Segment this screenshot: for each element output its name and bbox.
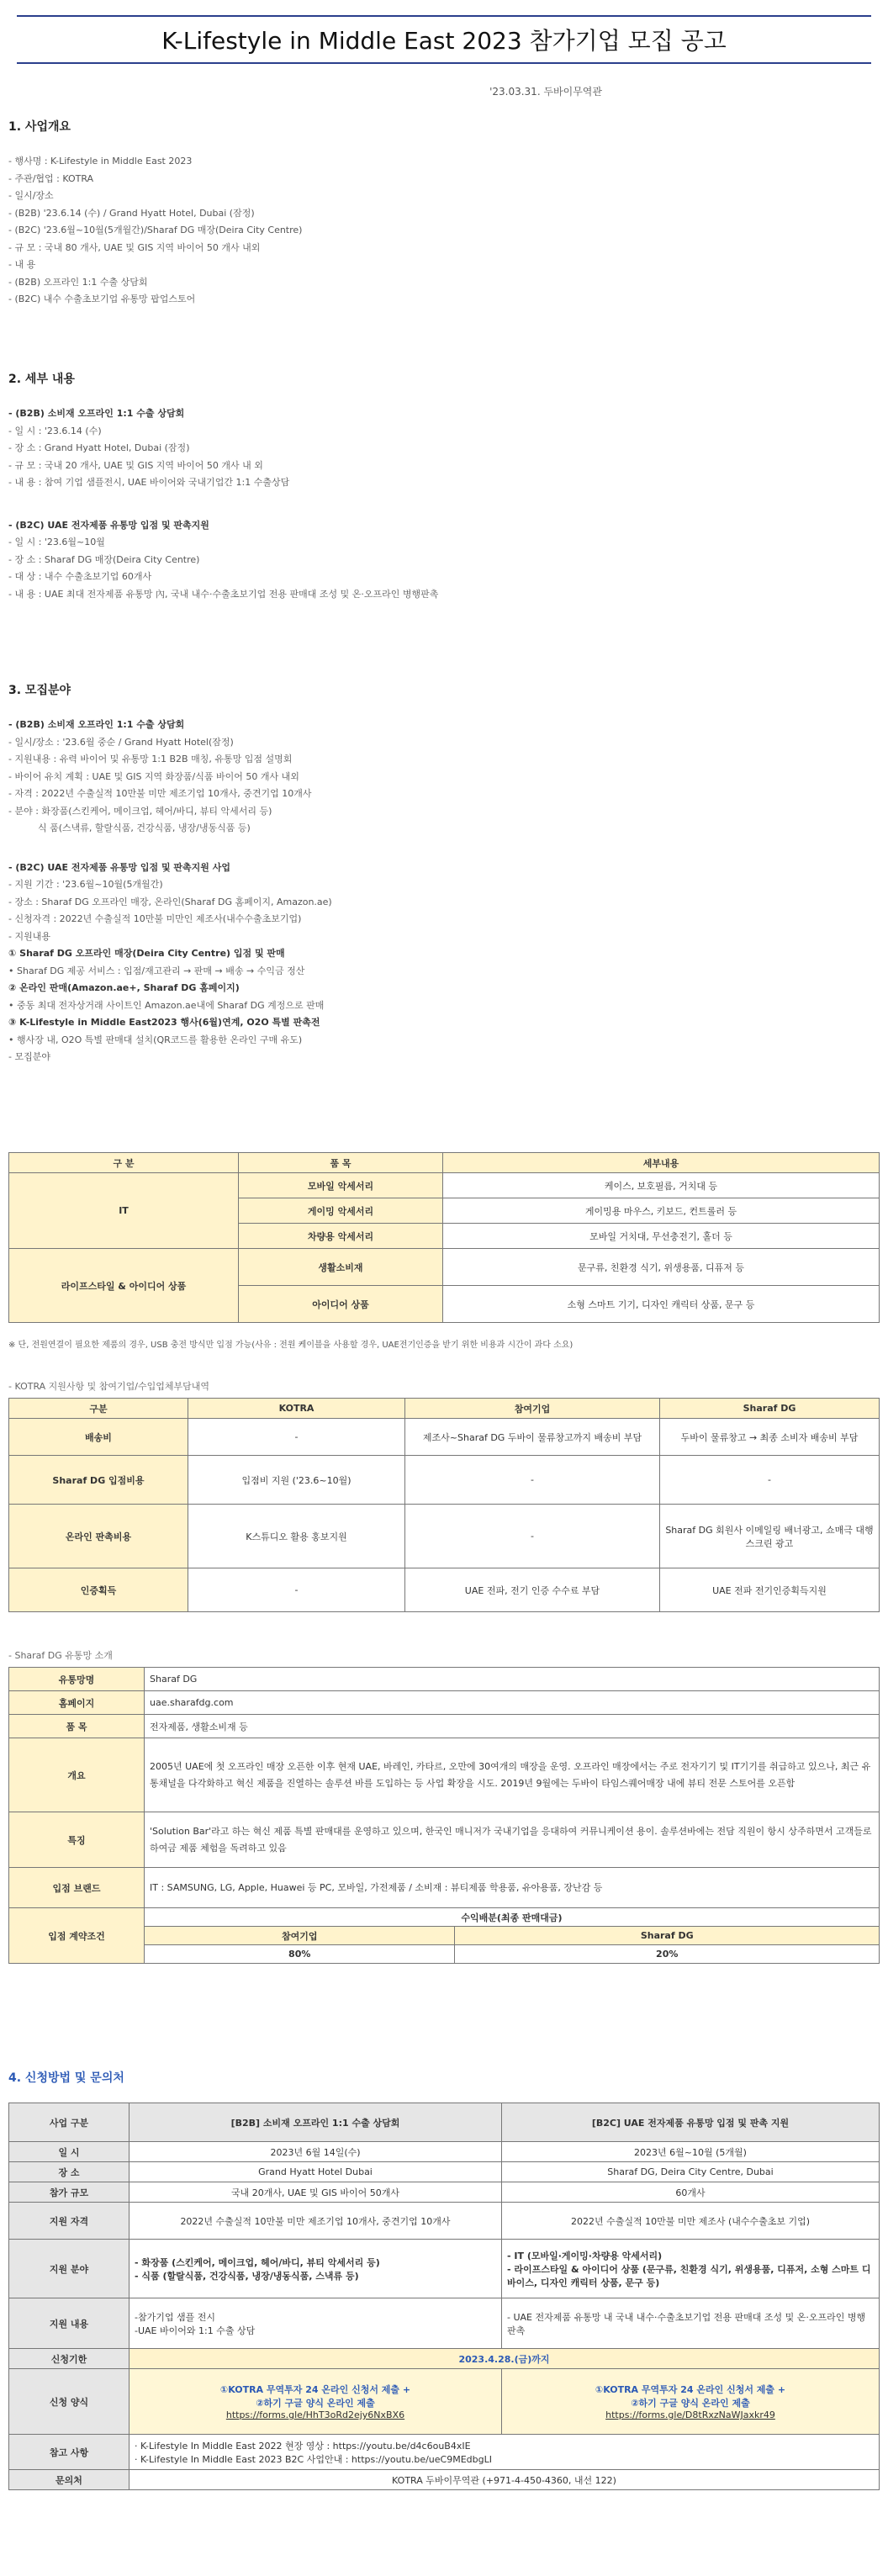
support-cell: 입점비 지원 ('23.6~10월) (188, 1456, 405, 1505)
apply-label: 장 소 (9, 2162, 130, 2182)
apply-label: 일 시 (9, 2142, 130, 2162)
contract-val: 20% (455, 1945, 880, 1964)
support-row-label: 온라인 판촉비용 (9, 1505, 188, 1568)
s3-bold-line: ③ K-Lifestyle in Middle East2023 행사(6월)연계, O2O 특별 판촉전 (8, 1017, 320, 1028)
apply-link-b2b[interactable]: https://forms.gle/HhT3oRd2ejy6NxBX6 (225, 2409, 405, 2420)
apply-label: 지원 자격 (9, 2203, 130, 2240)
field-table (8, 1152, 880, 1323)
support-header: 구분 (9, 1399, 188, 1419)
field-detail: 소형 스마트 기기, 디자인 캐릭터 상품, 문구 등 (443, 1286, 880, 1323)
apply-b2b: 2023년 6월 14일(수) (130, 2142, 502, 2162)
apply-b2c: 60개사 (502, 2182, 880, 2203)
apply-label: 지원 분야 (9, 2240, 130, 2298)
sharaf-label: 입점 브랜드 (9, 1868, 145, 1908)
sharaf-value: IT : SAMSUNG, LG, Apple, Huawei 등 PC, 모바일, 가전제품 / 소비재 : 뷰티제품 학용품, 유아용품, 장난감 등 (145, 1868, 880, 1908)
support-cell: UAE 전파, 전기 인증 수수료 부담 (405, 1568, 660, 1612)
deadline: 2023.4.28.(금)까지 (130, 2349, 880, 2369)
apply-label: 신청기한 (9, 2349, 130, 2369)
field-category: IT (9, 1173, 239, 1249)
s3-sub-line: • Sharaf DG 제공 서비스 : 입점/재고관리 → 판매 → 배송 → 수익금 정산 (8, 965, 305, 976)
support-header: KOTRA (188, 1399, 405, 1419)
s3-sub-line: • 행사장 내, O2O 특별 판매대 설치(QR코드를 활용한 온라인 구매 유도) (8, 1034, 303, 1045)
apply-b2b: 국내 20개사, UAE 및 GIS 바이어 50개사 (130, 2182, 502, 2203)
field-note: ※ 단, 전원연결이 필요한 제품의 경우, USB 충전 방식만 입점 가능(사유 : 전원 케이블을 사용할 경우, UAE전기인증을 받기 위한 비용과 시간이 과다 소요) (8, 1341, 574, 1350)
support-cell: - (188, 1419, 405, 1456)
support-cell: - (660, 1456, 880, 1505)
apply-form-b2b (130, 2369, 502, 2435)
apply-label: 참고 사항 (9, 2435, 130, 2470)
s3-line: - 분야 : 화장품(스킨케어, 메이크업, 헤어/바디, 뷰티 악세서리 등) (8, 805, 272, 817)
contract-val: 80% (145, 1945, 455, 1964)
apply-col-b2c: [B2C] UAE 전자제품 유통망 입점 및 판촉 지원 (502, 2103, 880, 2142)
s2-b2b-title: - (B2B) 소비재 오프라인 1:1 수출 상담회 (8, 408, 185, 419)
field-header: 구 분 (9, 1153, 239, 1173)
apply-b2b: -참가기업 샘플 전시 -UAE 바이어와 1:1 수출 상담 (130, 2298, 502, 2349)
s3-line: - 지원내용 (8, 930, 50, 942)
section-1-heading: 1. 사업개요 (8, 120, 71, 134)
section-2-lines (8, 405, 438, 603)
apply-label: 사업 구분 (9, 2103, 130, 2142)
support-cell: K스튜디오 활용 홍보지원 (188, 1505, 405, 1568)
s1-line: - (B2C) '23.6월~10월(5개월간)/Sharaf DG 매장(Deira City Centre) (8, 225, 303, 235)
s3-b2b-title: - (B2B) 소비재 오프라인 1:1 수출 상담회 (8, 719, 185, 730)
contact: KOTRA 두바이무역관 (+971-4-450-4360, 내선 122) (130, 2470, 880, 2490)
sharaf-label: 유통망명 (9, 1668, 145, 1691)
support-row-label: Sharaf DG 입점비용 (9, 1456, 188, 1505)
support-row-label: 배송비 (9, 1419, 188, 1456)
apply-b2c: Sharaf DG, Deira City Centre, Dubai (502, 2162, 880, 2182)
apply-label: 지원 내용 (9, 2298, 130, 2349)
support-cell: 제조사~Sharaf DG 두바이 물류창고까지 배송비 부담 (405, 1419, 660, 1456)
apply-label: 문의처 (9, 2470, 130, 2490)
s2-line: - 대 상 : 내수 수출초보기업 60개사 (8, 571, 152, 582)
s2-b2c-title: - (B2C) UAE 전자제품 유통망 입점 및 판촉지원 (8, 519, 209, 531)
contract-head: 수익배분(최종 판매대금) (145, 1908, 880, 1927)
contract-col: Sharaf DG (455, 1927, 880, 1945)
page-title: K-Lifestyle in Middle East 2023 참가기업 모집 공고 (17, 15, 871, 64)
s2-line: - 내 용 : UAE 최대 전자제품 유통망 內, 국내 내수·수출초보기업 전용 판매대 조성 및 온·오프라인 병행판촉 (8, 588, 439, 600)
sharaf-label: 특징 (9, 1812, 145, 1868)
apply-table (8, 2103, 880, 2490)
apply-step: ①KOTRA 무역투자 24 온라인 신청서 제출 + (595, 2384, 786, 2395)
ref-cell (130, 2435, 880, 2470)
field-header: 세부내용 (443, 1153, 880, 1173)
s3-line: - 자격 : 2022년 수출실적 10만불 미만 제조기업 10개사, 중견기업 10개사 (8, 788, 312, 799)
s3-sub-line: • 중동 최대 전자상거래 사이트인 Amazon.ae내에 Sharaf DG 계정으로 판매 (8, 999, 325, 1011)
s1-line: - 일시/장소 (8, 190, 54, 201)
s3-bold-line: ② 온라인 판매(Amazon.ae+, Sharaf DG 홈페이지) (8, 982, 240, 993)
section-3-heading: 3. 모집분야 (8, 684, 71, 697)
apply-b2b: 2022년 수출실적 10만불 미만 제조기업 10개사, 중견기업 10개사 (130, 2203, 502, 2240)
field-item: 생활소비재 (239, 1249, 443, 1286)
apply-link-b2c[interactable]: https://forms.gle/D8tRxzNaWJaxkr49 (605, 2409, 775, 2420)
field-category: 라이프스타일 & 아이디어 상품 (9, 1249, 239, 1323)
support-cell: Sharaf DG 회원사 이메일링 배너광고, 쇼매극 대행 스크린 광고 (660, 1505, 880, 1568)
field-item: 모바일 악세서리 (239, 1173, 443, 1198)
s2-line: - 내 용 : 참여 기업 샘플전시, UAE 바이어와 국내기업간 1:1 수출상담 (8, 477, 290, 488)
support-row-label: 인증획득 (9, 1568, 188, 1612)
s2-line: - 장 소 : Sharaf DG 매장(Deira City Centre) (8, 553, 200, 565)
support-header: Sharaf DG (660, 1399, 880, 1419)
section-4-heading: 4. 신청방법 및 문의처 (8, 2071, 124, 2085)
support-cell: - (188, 1568, 405, 1612)
s1-line: - (B2C) 내수 수출초보기업 유통망 팝업스토어 (8, 294, 196, 304)
section-3-lines (8, 717, 332, 1066)
s3-bold-line: ① Sharaf DG 오프라인 매장(Deira City Centre) 입점 및 판매 (8, 948, 285, 959)
field-item: 아이디어 상품 (239, 1286, 443, 1323)
s1-line: - 주관/협업 : KOTRA (8, 172, 94, 184)
s1-line: - 규 모 : 국내 80 개사, UAE 및 GIS 지역 바이어 50 개사 내외 (8, 241, 261, 253)
apply-b2b: Grand Hyatt Hotel Dubai (130, 2162, 502, 2182)
field-detail: 문구류, 친환경 식기, 위생용품, 디퓨저 등 (443, 1249, 880, 1286)
s1-line: - (B2B) '23.6.14 (수) / Grand Hyatt Hotel, Dubai (잠정) (8, 207, 255, 219)
support-table (8, 1398, 880, 1612)
field-detail: 케이스, 보호필름, 거치대 등 (443, 1173, 880, 1198)
apply-step: ②하기 구글 양식 온라인 제출 (256, 2398, 375, 2409)
sharaf-label: 홈페이지 (9, 1691, 145, 1715)
ref-line[interactable]: · K-Lifestyle In Middle East 2023 B2C 사업안내 : https://youtu.be/ueC9MEdbgLI (135, 2453, 492, 2465)
apply-step: ②하기 구글 양식 온라인 제출 (631, 2398, 750, 2409)
support-cell: UAE 전파 전기인증획득지원 (660, 1568, 880, 1612)
sharaf-value: Sharaf DG (145, 1668, 880, 1691)
support-cell: - (405, 1456, 660, 1505)
apply-label: 신청 양식 (9, 2369, 130, 2435)
s3-line: - 바이어 유치 계획 : UAE 및 GIS 지역 화장품/식품 바이어 50 개사 내외 (8, 770, 299, 782)
s3-line: 식 품(스낵류, 할랄식품, 건강식품, 냉장/냉동식품 등) (8, 823, 251, 833)
apply-form-b2c (502, 2369, 880, 2435)
sharaf-caption: - Sharaf DG 유통망 소개 (8, 1650, 113, 1661)
section-2-heading: 2. 세부 내용 (8, 373, 75, 386)
field-item: 차량용 악세서리 (239, 1224, 443, 1249)
s3-line: - 지원내용 : 유력 바이어 및 유통망 1:1 B2B 매칭, 유통망 입점 설명회 (8, 754, 293, 764)
apply-b2b: - 화장품 (스킨케어, 메이크업, 헤어/바디, 뷰티 악세서리 등) - 식품 (할랄식품, 건강식품, 냉장/냉동식품, 스낵류 등) (130, 2240, 502, 2298)
s3-line: - 지원 기간 : '23.6월~10월(5개월간) (8, 879, 163, 890)
field-item: 게이밍 악세서리 (239, 1198, 443, 1224)
apply-b2c: - IT (모바일·게이밍·차량용 악세서리) - 라이프스타일 & 아이디어 상품 (문구류, 친환경 식기, 위생용품, 디퓨저, 소형 스마트 디바이스, 디자인 캐릭터 상품, 문구 등) (502, 2240, 880, 2298)
s1-line: - (B2B) 오프라인 1:1 수출 상담회 (8, 276, 148, 288)
s3-line: - 일시/장소 : '23.6월 중순 / Grand Hyatt Hotel(잠정) (8, 736, 234, 748)
sharaf-table (8, 1667, 880, 1964)
field-header: 품 목 (239, 1153, 443, 1173)
apply-col-b2b: [B2B] 소비재 오프라인 1:1 수출 상담회 (130, 2103, 502, 2142)
contract-label: 입점 계약조건 (9, 1908, 145, 1964)
apply-label: 참가 규모 (9, 2182, 130, 2203)
s3-b2c-title: - (B2C) UAE 전자제품 유통망 입점 및 판촉지원 사업 (8, 861, 231, 873)
contract-col: 참여기업 (145, 1927, 455, 1945)
field-detail: 게이밍용 마우스, 키보드, 컨트롤러 등 (443, 1198, 880, 1224)
support-cell: - (405, 1505, 660, 1568)
s2-line: - 일 시 : '23.6.14 (수) (8, 425, 102, 436)
sharaf-value: 전자제품, 생활소비재 등 (145, 1715, 880, 1738)
sharaf-value: 'Solution Bar'라고 하는 혁신 제품 특별 판매대를 운영하고 있으며, 한국인 매니저가 국내기업을 응대하여 커뮤니케이션 용이. 솔루션바에는 전담 직원이 항시 상주하면서 고객들로 하여금 제품 체험을 독려하고 있음 (145, 1812, 880, 1868)
s3-field-label: - 모집분야 (8, 1051, 50, 1062)
apply-b2c: 2022년 수출실적 10만불 미만 제조사 (내수수출초보 기업) (502, 2203, 880, 2240)
s2-line: - 규 모 : 국내 20 개사, UAE 및 GIS 지역 바이어 50 개사 내 외 (8, 459, 263, 471)
section-1-lines (8, 153, 302, 309)
sharaf-value: 2005년 UAE에 첫 오프라인 매장 오픈한 이후 현재 UAE, 바레인, 카타르, 오만에 30여개의 매장을 운영. 오프라인 매장에서는 주로 전자기기 및 IT기기를 취급하고 있으나, 최근 유통채널을 다각화하고 혁신 제품을 진열하는 솔루션 바를 도입하는 등 사업 확장을 시도. 2019년 9월에는 두바이 타임스퀘어매장 내에 뷰티 전문 스토어를 오픈함 (145, 1738, 880, 1812)
sharaf-label: 품 목 (9, 1715, 145, 1738)
s1-line: - 내 용 (8, 259, 36, 270)
s3-line: - 신청자격 : 2022년 수출실적 10만불 미만인 제조사(내수수출초보기업) (8, 913, 302, 924)
support-caption: - KOTRA 지원사항 및 참여기업/수입업체부담내역 (8, 1381, 210, 1392)
support-cell: 두바이 물류창고 → 최종 소비자 배송비 부담 (660, 1419, 880, 1456)
s1-line: - 행사명 : K-Lifestyle in Middle East 2023 (8, 156, 193, 167)
ref-line[interactable]: · K-Lifestyle In Middle East 2022 현장 영상 : https://youtu.be/d4c6ouB4xIE (135, 2440, 471, 2452)
apply-step: ①KOTRA 무역투자 24 온라인 신청서 제출 + (219, 2384, 411, 2395)
s2-line: - 일 시 : '23.6월~10월 (8, 537, 105, 547)
field-detail: 모바일 거치대, 무선충전기, 홀더 등 (443, 1224, 880, 1249)
s2-line: - 장 소 : Grand Hyatt Hotel, Dubai (잠정) (8, 442, 190, 453)
support-header: 참여기업 (405, 1399, 660, 1419)
apply-b2c: 2023년 6월~10월 (5개월) (502, 2142, 880, 2162)
apply-b2c: - UAE 전자제품 유통망 내 국내 내수·수출초보기업 전용 판매대 조성 및 온·오프라인 병행 판촉 (502, 2298, 880, 2349)
sharaf-label: 개요 (9, 1738, 145, 1812)
sharaf-value: uae.sharafdg.com (145, 1691, 880, 1715)
s3-line: - 장소 : Sharaf DG 오프라인 매장, 온라인(Sharaf DG 홈페이지, Amazon.ae) (8, 896, 332, 907)
issue-date: '23.03.31. 두바이무역관 (489, 86, 602, 98)
